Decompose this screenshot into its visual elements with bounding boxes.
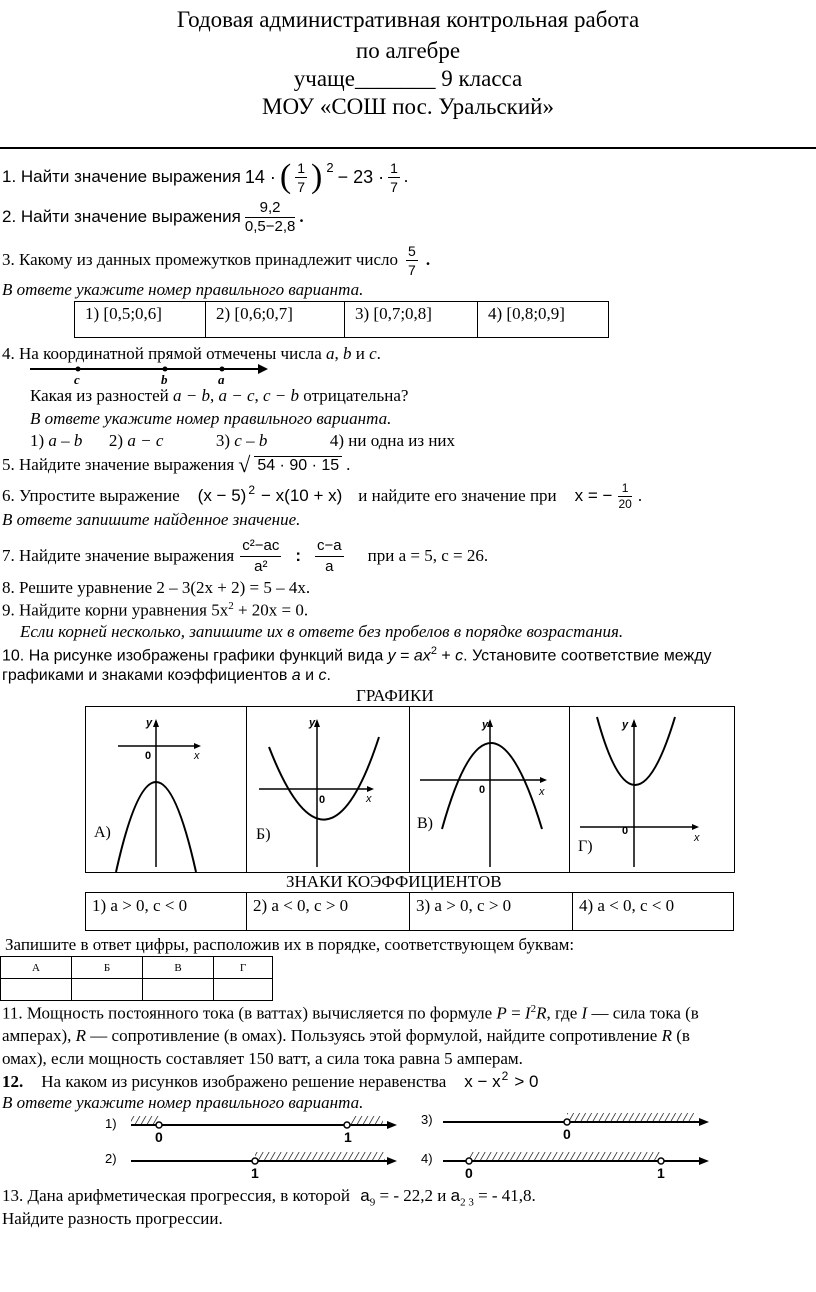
q10-y: y (387, 647, 396, 665)
q12-label-1: 1) (105, 1116, 117, 1131)
q12-expr2: > 0 (514, 1072, 539, 1091)
q12-line1-one: 1 (344, 1129, 352, 1145)
question-7 (2, 533, 488, 579)
q11-R: R (536, 1003, 547, 1023)
q1-tail: . (403, 167, 409, 186)
q4-dot: . (376, 344, 381, 363)
q1-paren-close: ) (311, 158, 323, 195)
q4-diff-2: a − c (218, 386, 255, 405)
q5-lead: 5. Найдите значение выражения (2, 455, 235, 474)
q7-lead: 7. Найдите значение выражения (2, 546, 235, 565)
question-11-line1 (2, 1003, 699, 1024)
q10-dot: . (326, 667, 331, 684)
q11-R3: R (661, 1026, 672, 1045)
q4-lead: 4. На координатной прямой отмечены числа (2, 344, 322, 363)
q4-var-c: c (369, 344, 377, 363)
q6-expr: (x − 5) (197, 486, 247, 505)
q12-line1-point-0 (156, 1122, 162, 1128)
answer-header-a: А (1, 957, 72, 979)
q12-line1-point-1 (344, 1122, 350, 1128)
graph-a-y-arrow (153, 719, 159, 727)
q13-sub-23: 2 3 (460, 1196, 474, 1209)
q3-lead: 3. Какому из данных промежутков принадлежит число (2, 250, 399, 269)
q11-exponent: 2 (530, 1003, 537, 1015)
signs-title: ЗНАКИ КОЭФФИЦИЕНТОВ (286, 872, 502, 891)
question-11-line2 (2, 1026, 690, 1046)
graph-b-x-arrow (367, 786, 374, 792)
q6-mid: и найдите его значение при (358, 486, 557, 505)
q4-diff-1: a − b (173, 386, 210, 405)
graph-c-label: В) (417, 815, 433, 832)
header-subject: по алгебре (355, 38, 461, 63)
q1-fraction: $\frac{1}{7}$ (297, 159, 306, 195)
sign-option-3: 3) a > 0, c > 0 (410, 893, 573, 931)
q11-R2: R (75, 1026, 87, 1045)
graph-d-origin: 0 (622, 825, 629, 837)
q4-option-2-num: 2) (108, 431, 124, 450)
q11-eq: = (506, 1003, 525, 1023)
q3-tail: . (425, 250, 431, 269)
q10-ax: ax (413, 647, 431, 665)
q1-math-b: − 23 · (337, 166, 385, 187)
graph-b-y-label: y (309, 717, 316, 729)
q4-option-3: c – b (234, 431, 268, 450)
q10-exponent: 2 (430, 645, 437, 657)
q1-fraction-b: $\frac{1}{7}$ (390, 159, 398, 195)
graph-d-y-label: y (622, 719, 629, 731)
q12-line3-arrow (699, 1118, 709, 1126)
graph-b (247, 707, 409, 872)
q4-label-b: b (161, 372, 168, 387)
q4-option-3-num: 3) (215, 431, 231, 450)
q12-line1-arrow (387, 1121, 397, 1129)
q10-a: a (291, 667, 301, 684)
q3-fraction: $\frac{5}{7}$ (408, 242, 416, 278)
graph-d (570, 707, 734, 872)
sign-option-4: 4) a < 0, c < 0 (573, 893, 734, 931)
q11-amps: амперах), (2, 1026, 72, 1045)
graph-d-x-label: x (694, 832, 700, 844)
q12-lead: На каком из рисунков изображено решение неравенства (41, 1072, 447, 1091)
q3-option-3: 3) [0,7;0,8] (345, 302, 478, 338)
q1-paren-open: ( (279, 158, 292, 195)
q12-label-2: 2) (105, 1151, 117, 1166)
question-13-line2: Найдите разность прогрессии. (2, 1209, 223, 1228)
q4-question-lead: Какая из разностей (30, 386, 169, 405)
q7-colon: : (295, 546, 302, 565)
q12-line4-arrow (699, 1157, 709, 1165)
graph-c-x-arrow (540, 777, 547, 783)
q12-line2-point-1 (252, 1158, 258, 1164)
q10-plus: + (436, 647, 456, 665)
q10-c2: c (318, 667, 327, 684)
q12-num: 12. (2, 1072, 24, 1091)
q4-point-b (163, 367, 168, 372)
q12-exponent: 2 (501, 1069, 509, 1083)
q5-tail: . (346, 455, 351, 474)
graph-b-label: Б) (256, 826, 271, 843)
graph-c-y-label: y (482, 719, 489, 731)
q12-line4-one: 1 (657, 1165, 665, 1181)
q4-axis-arrow (258, 364, 268, 374)
question-10-line2 (2, 667, 331, 685)
q2-fraction: $\frac{9,2}{0,5-2,8}$ (244, 198, 296, 235)
q1-math-a: 14 · (244, 166, 276, 187)
q3-option-4: 4) [0,8;0,9] (478, 302, 609, 338)
question-3 (2, 240, 430, 280)
signs-table (85, 892, 734, 931)
question-10-line1 (2, 645, 712, 665)
header-divider (0, 147, 816, 149)
sign-option-2: 2) a < 0, c > 0 (247, 893, 410, 931)
header-title: Годовая административная контрольная работа (176, 7, 640, 32)
q4-question (30, 386, 408, 406)
q10-c: c (455, 647, 464, 665)
answer-cell-v[interactable] (143, 979, 214, 1001)
q6-x-equals: x = − (574, 486, 613, 505)
graph-a-origin: 0 (145, 750, 152, 762)
graph-d-y-arrow (631, 719, 637, 727)
q13-a9: a (360, 1186, 370, 1205)
q6-tail: . (637, 486, 643, 505)
q11-resistance: — сопротивление (в омах). Пользуясь этой формулой, найдите сопротивление (90, 1026, 658, 1045)
answer-cell-b[interactable] (72, 979, 143, 1001)
graph-d-label: Г) (578, 838, 593, 855)
q4-and: и (355, 344, 365, 363)
q6-fraction: $\frac{1}{20}$ (618, 480, 632, 511)
q4-var-a: a (326, 344, 335, 363)
q13-value-2: = - 41,8. (473, 1186, 536, 1205)
graph-d-parabola (597, 717, 675, 785)
q10-and: и (300, 667, 319, 684)
answer-header-v: В (143, 957, 214, 979)
q13-sub-9: 9 (369, 1196, 376, 1209)
graph-b-x-label: x (366, 793, 372, 805)
q13-value-1: = - 22,2 и (379, 1186, 447, 1205)
graph-d-x-arrow (692, 824, 699, 830)
question-5 (2, 452, 350, 478)
q4-comma: , (334, 344, 339, 363)
sign-option-1: 1) a > 0, c < 0 (86, 893, 247, 931)
q10-answer-table (0, 956, 273, 1001)
q1-lead: 1. Найти значение выражения (2, 167, 241, 186)
q7-fraction-2: $\frac{c-a}{a}$ (317, 536, 342, 575)
graph-a-x-arrow (194, 743, 201, 749)
answer-header-g: Г (214, 957, 273, 979)
question-11-line3: омах), если мощность составляет 150 ватт, а сила тока равна 5 амперам. (2, 1049, 523, 1068)
q3-option-2: 2) [0,6;0,7] (206, 302, 345, 338)
q11-where: , где (546, 1003, 578, 1023)
q5-sqrt-sign: √ (238, 452, 251, 477)
question-9 (2, 600, 308, 621)
q13-lead: 13. Дана арифметическая прогрессия, в которой (2, 1186, 351, 1205)
q12-line1-hatch-right (351, 1116, 383, 1124)
q4-var-b: b (343, 344, 352, 363)
q11-lead: 11. Мощность постоянного тока (в ваттах) вычисляется по формуле (2, 1003, 493, 1023)
graph-a (86, 707, 246, 872)
q12-line3-hatch (567, 1113, 695, 1121)
q10-answer-prompt: Запишите в ответ цифры, расположив их в порядке, соответствующем буквам: (5, 935, 575, 954)
q6-expr2: − x(10 + x) (261, 486, 343, 505)
q4-comma-1: , (209, 386, 215, 405)
q11-P: P (496, 1003, 507, 1023)
answer-header-b: Б (72, 957, 143, 979)
q4-note: В ответе укажите номер правильного варианта. (30, 409, 392, 428)
q4-number-line (30, 361, 270, 387)
q11-I2: I (581, 1003, 588, 1023)
q11-current: — сила тока (в (591, 1003, 699, 1023)
q10-lead: 10. На рисунке изображены графики функций вида (2, 647, 384, 665)
q4-options (30, 431, 455, 451)
q9-note: Если корней несколько, запишите их в ответе без пробелов в порядке возрастания. (20, 622, 624, 641)
q12-line2-hatch (255, 1152, 385, 1160)
q4-label-c: c (74, 372, 80, 387)
q12-line1-zero: 0 (155, 1129, 163, 1145)
q9-text2: + 20x = 0. (233, 600, 309, 620)
question-12 (2, 1069, 538, 1095)
graph-c (410, 707, 569, 872)
q4-question-tail: отрицательна? (303, 386, 409, 405)
header-school: МОУ «СОШ пос. Уральский» (262, 94, 554, 119)
q2-tail: . (299, 207, 304, 226)
q3-note: В ответе укажите номер правильного варианта. (2, 280, 364, 299)
question-8: 8. Решите уравнение 2 – 3(2x + 2) = 5 – 4x. (2, 578, 311, 597)
q11-in: (в (676, 1026, 690, 1045)
q12-label-3: 3) (421, 1112, 433, 1127)
graphs-title: ГРАФИКИ (356, 686, 434, 705)
q4-comma-2: , (254, 386, 259, 405)
q4-option-2: a − c (127, 431, 164, 450)
q10-lead-tail: . Установите соответствие между (463, 647, 712, 665)
q12-line4-zero: 0 (465, 1165, 473, 1181)
graph-a-y-label: y (146, 717, 153, 729)
q12-line4-point-0 (466, 1158, 472, 1164)
q12-line2-arrow (387, 1157, 397, 1165)
q7-fraction-1: $\frac{\text{c²−ac}}{\text{a²}}$ (242, 536, 280, 575)
question-13-line1 (2, 1186, 536, 1208)
q12-line3-point-0 (564, 1119, 570, 1125)
q5-radicand: 54 · 90 · 15 (254, 456, 342, 475)
q4-diff-3: c − b (263, 386, 300, 405)
q12-line4-hatch (469, 1152, 661, 1160)
q3-options-table (74, 301, 609, 338)
q12-line1-hatch-left (131, 1116, 159, 1124)
question-1 (2, 155, 408, 199)
q13-a23: a (450, 1186, 461, 1205)
q6-exponent: 2 (248, 483, 256, 497)
q12-line2-one: 1 (251, 1165, 259, 1181)
q12-number-lines (95, 1110, 720, 1182)
q12-expr: x − x (464, 1072, 501, 1091)
graph-a-x-label: x (194, 750, 200, 762)
q9-text: 9. Найдите корни уравнения 5x (2, 600, 229, 620)
q1-exponent: 2 (326, 159, 334, 175)
q4-option-4: 4) ни одна из них (329, 431, 456, 450)
q2-lead: 2. Найти значение выражения (2, 207, 241, 226)
q6-note: В ответе запишите найденное значение. (2, 510, 301, 529)
graph-c-origin: 0 (479, 784, 486, 796)
q4-option-1: a – b (48, 431, 83, 450)
graph-b-origin: 0 (319, 794, 326, 806)
graph-b-parabola (269, 737, 379, 820)
q4-point-c (76, 367, 81, 372)
q4-point-a (220, 367, 225, 372)
answer-cell-a[interactable] (1, 979, 72, 1001)
q3-option-1: 1) [0,5;0,6] (75, 302, 206, 338)
q11-I: I (524, 1003, 531, 1023)
q12-line3-zero: 0 (563, 1126, 571, 1142)
q4-option-1-num: 1) (30, 431, 45, 450)
q12-label-4: 4) (421, 1151, 433, 1166)
question-6 (2, 478, 642, 514)
q12-note: В ответе укажите номер правильного варианта. (2, 1093, 364, 1112)
answer-cell-g[interactable] (214, 979, 273, 1001)
q6-lead: 6. Упростите выражение (2, 486, 180, 505)
graph-c-x-label: x (539, 786, 545, 798)
question-2 (2, 195, 304, 239)
graphs-box (85, 706, 735, 873)
q10-eq: = (395, 647, 414, 665)
graph-a-label: А) (94, 824, 111, 841)
graph-c-parabola (442, 743, 542, 829)
header-student: учаще_______ 9 класса (293, 66, 523, 91)
q4-label-a: a (218, 372, 225, 387)
q10-line2: графиками и знаками коэффициентов (2, 667, 288, 684)
q12-line4-point-1 (658, 1158, 664, 1164)
q7-tail: при a = 5, c = 26. (367, 546, 489, 565)
q9-exponent: 2 (228, 600, 234, 612)
